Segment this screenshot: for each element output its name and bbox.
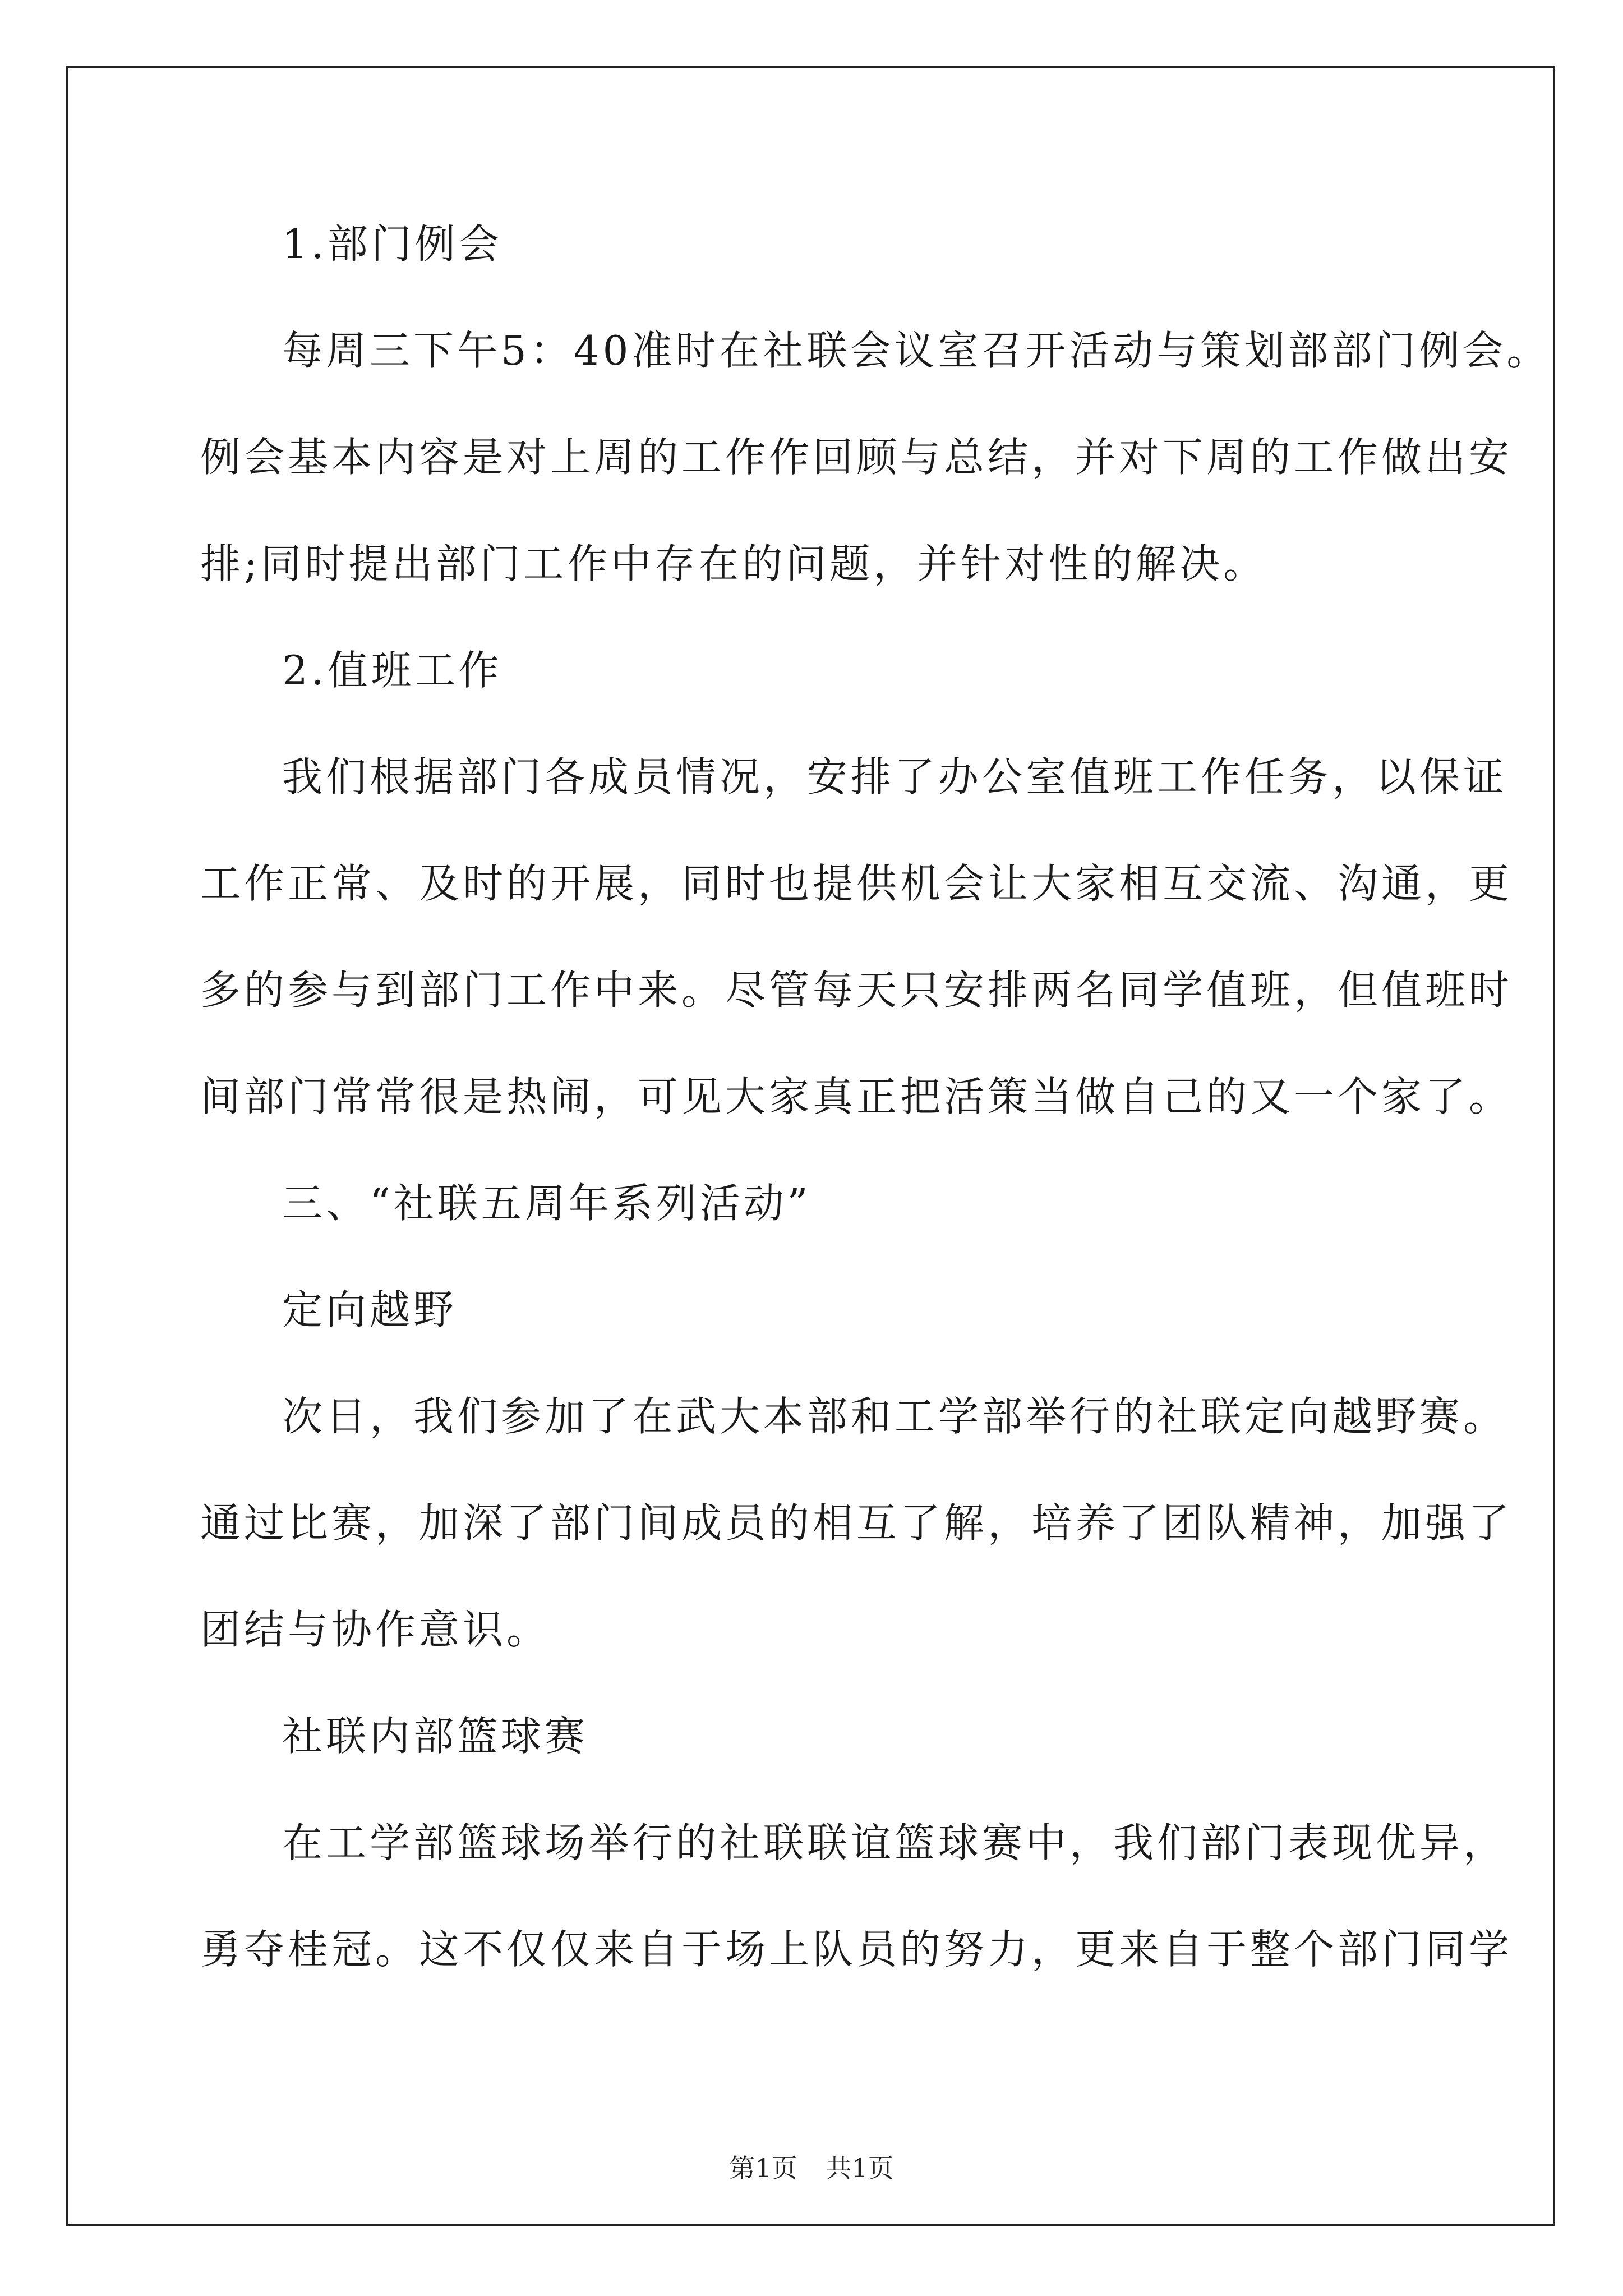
paragraph-line: 通过比赛，加深了部门间成员的相互了解，培养了团队精神，加强了 bbox=[200, 1499, 1513, 1547]
paragraph-line: 例会基本内容是对上周的工作作回顾与总结，并对下周的工作做出安 bbox=[200, 434, 1513, 481]
paragraph-line: 次日，我们参加了在武大本部和工学部举行的社联定向越野赛。 bbox=[282, 1393, 1507, 1440]
subsection-heading: 定向越野 bbox=[282, 1286, 458, 1333]
page-footer bbox=[0, 2151, 1623, 2185]
document-body bbox=[200, 213, 1551, 2025]
paragraph-line: 排;同时提出部门工作中存在的问题，并针对性的解决。 bbox=[200, 540, 1267, 587]
paragraph-line: 在工学部篮球场举行的社联联谊篮球赛中，我们部门表现优异， bbox=[282, 1819, 1507, 1866]
page-number: 第1页 bbox=[729, 2153, 797, 2183]
page-total: 共1页 bbox=[826, 2153, 894, 2183]
section-heading: 三、“社联五周年系列活动” bbox=[282, 1180, 811, 1227]
section-heading: 1.部门例会 bbox=[282, 220, 502, 268]
paragraph-line: 团结与协作意识。 bbox=[200, 1606, 551, 1653]
paragraph-line: 工作正常、及时的开展，同时也提供机会让大家相互交流、沟通，更 bbox=[200, 860, 1513, 907]
paragraph-line: 每周三下午5：40准时在社联会议室召开活动与策划部部门例会。 bbox=[282, 327, 1551, 374]
paragraph-line: 多的参与到部门工作中来。尽管每天只安排两名同学值班，但值班时 bbox=[200, 967, 1513, 1014]
paragraph-line: 间部门常常很是热闹，可见大家真正把活策当做自己的又一个家了。 bbox=[200, 1073, 1513, 1120]
section-heading: 2.值班工作 bbox=[282, 647, 502, 694]
paragraph-line: 勇夺桂冠。这不仅仅来自于场上队员的努力，更来自于整个部门同学 bbox=[200, 1926, 1513, 1973]
paragraph-line: 我们根据部门各成员情况，安排了办公室值班工作任务，以保证 bbox=[282, 753, 1507, 800]
subsection-heading: 社联内部篮球赛 bbox=[282, 1713, 589, 1760]
